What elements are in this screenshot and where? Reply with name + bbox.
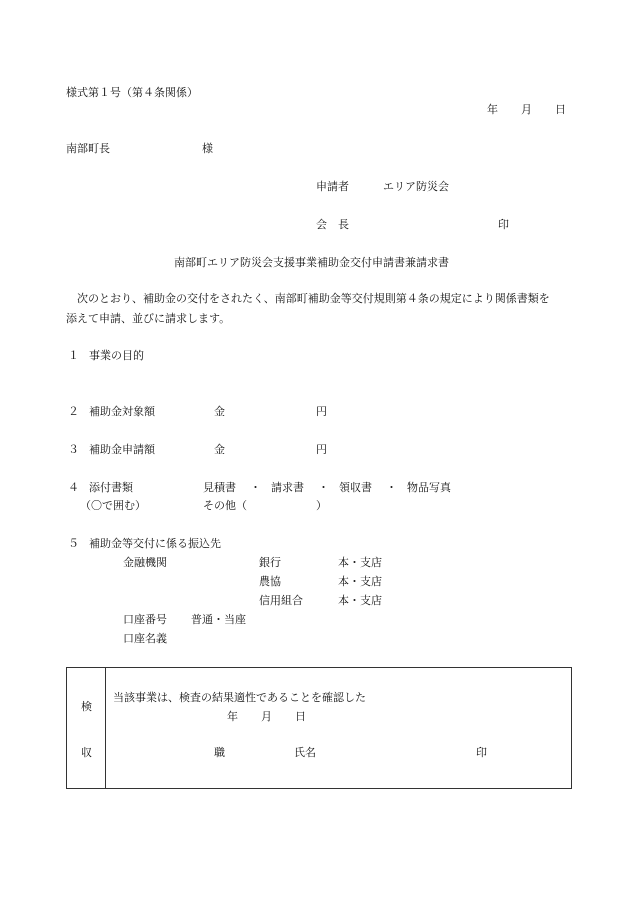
intro-line-2: 添えて申請、並びに請求します。 [66, 312, 231, 325]
account-type: 普通・当座 [191, 613, 246, 626]
inspection-seal: 印 [476, 746, 487, 759]
account-name-label: 口座名義 [123, 632, 167, 645]
inspection-date-day: 日 [295, 710, 306, 723]
item-3-label: 補助金申請額 [89, 443, 155, 456]
institution-branch: 本・支店 [338, 575, 382, 588]
inspection-date-month: 月 [261, 710, 272, 723]
item-4-number: ４ [68, 481, 79, 494]
form-number: 様式第１号（第４条関係） [66, 86, 198, 99]
institution-type: 信用組合 [259, 594, 303, 607]
institution-branch: 本・支店 [338, 594, 382, 607]
inspection-header-top: 検 [81, 700, 92, 713]
inspection-name-label: 氏名 [294, 746, 316, 759]
attachment-other-label: その他（ [203, 499, 247, 512]
applicant-name: エリア防災会 [383, 180, 449, 193]
item-2-prefix: 金 [214, 405, 225, 418]
item-3-number: ３ [68, 443, 79, 456]
attachment-separator: ・ [386, 481, 397, 494]
addressee-honorific: 様 [202, 142, 213, 155]
applicant-seal: 印 [498, 218, 509, 231]
header-date-month: 月 [521, 103, 532, 116]
inspection-divider [105, 668, 106, 788]
attachment-option: 請求書 [271, 481, 304, 494]
item-1-number: １ [68, 349, 79, 362]
header-date-day: 日 [555, 103, 566, 116]
attachment-option: 領収書 [339, 481, 372, 494]
attachment-separator: ・ [250, 481, 261, 494]
inspection-statement: 当該事業は、検査の結果適性であることを確認した [113, 691, 366, 704]
inspection-date-year: 年 [227, 710, 238, 723]
addressee-title: 南部町長 [66, 142, 110, 155]
institution-type: 農協 [259, 575, 281, 588]
item-3-unit: 円 [316, 443, 327, 456]
attachment-separator: ・ [318, 481, 329, 494]
institution-type: 銀行 [259, 556, 281, 569]
attachment-other-close: ） [316, 499, 327, 512]
inspection-box [66, 667, 572, 789]
inspection-header-bottom: 収 [81, 746, 92, 759]
applicant-role-label: 会 長 [316, 218, 349, 231]
item-5-number: ５ [68, 537, 79, 550]
document-title: 南部町エリア防災会支援事業補助金交付申請書兼請求書 [174, 256, 449, 269]
item-5-label: 補助金等交付に係る振込先 [89, 537, 221, 550]
institution-branch: 本・支店 [338, 556, 382, 569]
item-2-number: ２ [68, 405, 79, 418]
item-4-note: （〇で囲む） [80, 499, 146, 512]
institution-label: 金融機関 [123, 556, 167, 569]
inspection-position-label: 職 [214, 746, 225, 759]
attachment-option: 物品写真 [407, 481, 451, 494]
header-date-year: 年 [487, 103, 498, 116]
item-2-label: 補助金対象額 [89, 405, 155, 418]
item-1-label: 事業の目的 [89, 349, 144, 362]
item-2-unit: 円 [316, 405, 327, 418]
attachment-option: 見積書 [203, 481, 236, 494]
item-3-prefix: 金 [214, 443, 225, 456]
intro-line-1: 次のとおり、補助金の交付をされたく、南部町補助金等交付規則第４条の規定により関係書類を [77, 292, 550, 305]
applicant-label: 申請者 [316, 180, 349, 193]
item-4-label: 添付書類 [89, 481, 133, 494]
account-number-label: 口座番号 [123, 613, 167, 626]
